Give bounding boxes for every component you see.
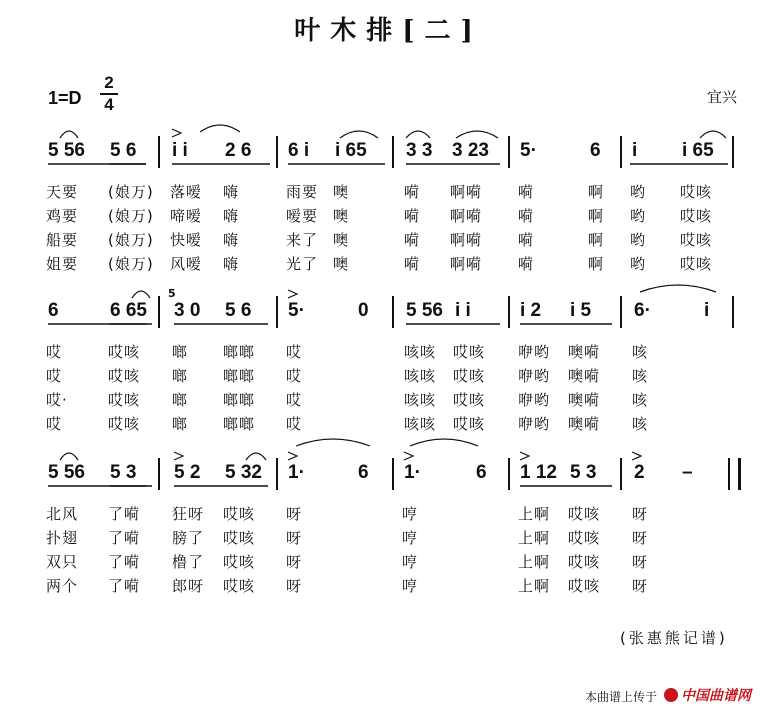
lyric-syllable: 哎咳 [568,505,601,523]
lyric-syllable: 了嗬 [108,553,141,571]
lyric-syllable: 咿哟 [518,343,551,361]
score-title: 叶木排[二] [294,16,483,46]
lyric-syllable: 嗨 [223,183,240,201]
lyric-syllable: 哟 [630,207,647,225]
lyric-syllable: 上啊 [518,553,551,571]
note-cell: 1 12 [520,462,557,483]
note-cell: i i [172,140,188,161]
lyric-syllable: 哎咳 [680,231,713,249]
lyric-syllable: 啷 [172,343,189,361]
slur-mark [410,439,478,446]
lyric-syllable: 两个 [46,577,79,595]
lyric-syllable: 哎 [46,415,63,433]
lyric-syllable: 哎咳 [223,553,256,571]
note-cell: i 65 [335,140,367,161]
lyric-syllable: 噢 [333,207,350,225]
lyric-syllable: 了嗬 [108,505,141,523]
slur-mark [132,291,150,298]
slur-mark [200,125,240,132]
note-cell: i [704,300,710,321]
recorder-credit: (张惠熊记谱) [620,629,728,647]
note-cell: 5 2 [174,462,201,483]
lyric-syllable: 啷啷 [223,391,256,409]
lyric-syllable: 风嗳 [170,255,203,273]
lyric-syllable: (娘万) [108,183,154,201]
lyric-syllable: 上啊 [518,505,551,523]
lyric-syllable: 噢嗬 [568,415,601,433]
note-cell: 6 [48,300,59,321]
lyric-syllable: 咿哟 [518,367,551,385]
lyric-syllable: 啊嗬 [450,207,483,225]
lyric-syllable: 嗨 [223,207,240,225]
lyric-syllable: 哼 [402,577,419,595]
lyric-syllable: 呀 [286,505,303,523]
lyric-syllable: 嗬 [404,183,421,201]
lyric-syllable: 了嗬 [108,529,141,547]
lyric-syllable: 哎咳 [108,391,141,409]
lyric-syllable: 郎呀 [172,577,205,595]
lyric-syllable: 咳 [632,391,649,409]
lyric-syllable: 光了 [286,255,319,273]
note-cell: 5· [288,300,305,321]
lyric-syllable: 北风 [46,505,79,523]
note-cell: i 5 [570,300,592,321]
slur-mark [406,131,430,138]
lyric-syllable: 噢 [333,231,350,249]
lyric-syllable: (娘万) [108,231,154,249]
note-cell: 2 6 [225,140,252,161]
note-cell: 5 3 [570,462,597,483]
lyric-syllable: 姐要 [46,255,79,273]
lyric-syllable: 哎咳 [223,505,256,523]
lyric-syllable: 哟 [630,255,647,273]
note-cell: 3 23 [452,140,489,161]
lyric-syllable: 哎咳 [108,415,141,433]
lyric-syllable: 噢 [333,183,350,201]
note-cell: 3 3 [406,140,433,161]
lyric-syllable: 快嗳 [170,231,203,249]
site-logo-text: 中国曲谱网 [681,687,751,703]
lyric-syllable: 啊嗬 [450,231,483,249]
lyric-syllable: 哎咳 [223,577,256,595]
lyric-syllable: 咳咳 [404,343,437,361]
lyric-syllable: 哎 [46,343,63,361]
key-signature: 1=D [48,88,82,108]
note-cell: 5 3 [110,462,137,483]
lyric-syllable: 哎咳 [680,207,713,225]
lyric-syllable: 啊 [588,231,605,249]
lyric-syllable: 咳 [632,367,649,385]
note-cell: i 2 [520,300,542,321]
note-cell: 0 [358,300,369,321]
note-cell: 6 65 [110,300,147,321]
lyric-syllable: 哎咳 [568,577,601,595]
note-cell: i 65 [682,140,714,161]
lyric-syllable: 啷啷 [223,343,256,361]
lyric-syllable: 呀 [286,577,303,595]
site-logo [664,685,751,705]
lyric-syllable: 嗨 [223,231,240,249]
slur-mark [296,439,370,446]
lyric-syllable: 咳咳 [404,415,437,433]
lyric-syllable: 啼嗳 [170,207,203,225]
lyric-syllable: 啷啷 [223,415,256,433]
accent-mark [632,452,641,460]
lyric-syllable: 嗬 [518,207,535,225]
lyric-syllable: 落嗳 [170,183,203,201]
region-label: 宜兴 [706,88,737,106]
note-cell: 5 6 [110,140,137,161]
lyric-syllable: 扑翅 [46,529,79,547]
lyric-syllable: 哎咳 [223,529,256,547]
lyric-syllable: 嗳要 [286,207,319,225]
lyric-syllable: 哎 [286,367,303,385]
lyric-syllable: 啷 [172,367,189,385]
slur-mark [700,131,726,138]
lyric-syllable: 噢嗬 [568,343,601,361]
lyric-syllable: 嗨 [223,255,240,273]
grace-note: 5 [168,287,176,300]
accent-mark [404,452,413,460]
lyric-syllable: 咳咳 [404,367,437,385]
lyric-syllable: 啊 [588,255,605,273]
lyric-syllable: (娘万) [108,207,154,225]
lyric-syllable: 鸡要 [46,207,79,225]
note-cell: 6 i [288,140,310,161]
lyric-syllable: 哎 [286,391,303,409]
note-cell: 2 [634,462,645,483]
note-cell: 5 56 [48,462,85,483]
lyric-syllable: 哎咳 [453,391,486,409]
lyric-syllable: 膀了 [172,529,205,547]
lyric-syllable: 哎咳 [568,529,601,547]
lyric-syllable: 哟 [630,231,647,249]
lyric-syllable: 哎咳 [453,367,486,385]
note-cell: 5 32 [225,462,262,483]
slur-mark [456,131,498,138]
meter-bottom: 4 [104,95,114,114]
upload-note: 本曲谱上传于 [585,690,658,704]
lyric-syllable: 哎咳 [108,367,141,385]
lyric-syllable: 嗬 [404,231,421,249]
lyric-syllable: 哎咳 [108,343,141,361]
lyric-syllable: 雨要 [286,183,319,201]
lyric-syllable: 狂呀 [172,505,205,523]
lyric-syllable: 噢 [333,255,350,273]
note-cell: 5· [520,140,537,161]
lyric-syllable: 上啊 [518,529,551,547]
lyric-syllable: 咿哟 [518,415,551,433]
lyric-syllable: 橹了 [172,553,205,571]
lyric-syllable: 嗬 [518,255,535,273]
lyric-syllable: 咳咳 [404,391,437,409]
lyric-syllable: 啊 [588,207,605,225]
lyric-syllable: 呀 [632,553,649,571]
lyric-syllable: 啷啷 [223,367,256,385]
slur-mark [640,285,716,292]
lyric-syllable: 呀 [632,505,649,523]
lyric-syllable: 啊嗬 [450,183,483,201]
accent-mark [288,290,297,298]
lyric-syllable: 呀 [632,577,649,595]
lyric-syllable: 呀 [632,529,649,547]
lyric-syllable: 哎咳 [453,415,486,433]
note-cell: 6 [590,140,601,161]
note-cell: – [682,462,693,483]
lyric-syllable: 哼 [402,553,419,571]
lyric-syllable: 嗬 [404,255,421,273]
lyric-syllable: (娘万) [108,255,154,273]
note-cell: 6 [358,462,369,483]
lyric-syllable: 哎咳 [568,553,601,571]
lyric-syllable: 啷 [172,415,189,433]
note-cell: 5 6 [225,300,252,321]
lyric-syllable: 船要 [46,231,79,249]
lyric-syllable: 哼 [402,505,419,523]
accent-mark [172,129,181,137]
accent-mark [288,452,297,460]
accent-mark [174,452,183,460]
lyric-syllable: 啊嗬 [450,255,483,273]
lyric-syllable: 哎咳 [453,343,486,361]
lyric-syllable: 噢嗬 [568,367,601,385]
note-cell: 6· [634,300,651,321]
lyric-syllable: 呀 [286,553,303,571]
lyric-syllable: 了嗬 [108,577,141,595]
lyric-syllable: 噢嗬 [568,391,601,409]
slur-mark [60,131,78,138]
note-cell: i [632,140,638,161]
lyric-syllable: 嗬 [518,183,535,201]
lyric-syllable: 嗬 [518,231,535,249]
slur-mark [246,453,266,460]
lyric-syllable: 呀 [286,529,303,547]
note-cell: i i [455,300,471,321]
lyric-syllable: 哟 [630,183,647,201]
lyric-syllable: 哎· [46,391,68,409]
lyric-syllable: 天要 [46,183,79,201]
lyric-syllable: 咿哟 [518,391,551,409]
lyric-syllable: 咳 [632,343,649,361]
note-cell: 6 [476,462,487,483]
lyric-syllable: 双只 [46,553,79,571]
lyric-syllable: 哎 [46,367,63,385]
lyric-syllable: 来了 [286,231,319,249]
lyric-syllable: 哎咳 [680,255,713,273]
lyric-syllable: 哎咳 [680,183,713,201]
note-cell: 1· [404,462,421,483]
lyric-syllable: 嗬 [404,207,421,225]
site-logo-icon [664,688,678,702]
lyric-syllable: 哎 [286,415,303,433]
meter-top: 2 [104,73,114,92]
accent-mark [520,452,529,460]
lyric-syllable: 哎 [286,343,303,361]
lyric-syllable: 啊 [588,183,605,201]
lyric-syllable: 啷 [172,391,189,409]
note-cell: 5 56 [48,140,85,161]
slur-mark [340,131,378,138]
slur-mark [60,453,78,460]
note-cell: 3 0 [174,300,201,321]
lyric-syllable: 哼 [402,529,419,547]
lyric-syllable: 咳 [632,415,649,433]
note-cell: 1· [288,462,305,483]
lyric-syllable: 上啊 [518,577,551,595]
note-cell: 5 56 [406,300,443,321]
